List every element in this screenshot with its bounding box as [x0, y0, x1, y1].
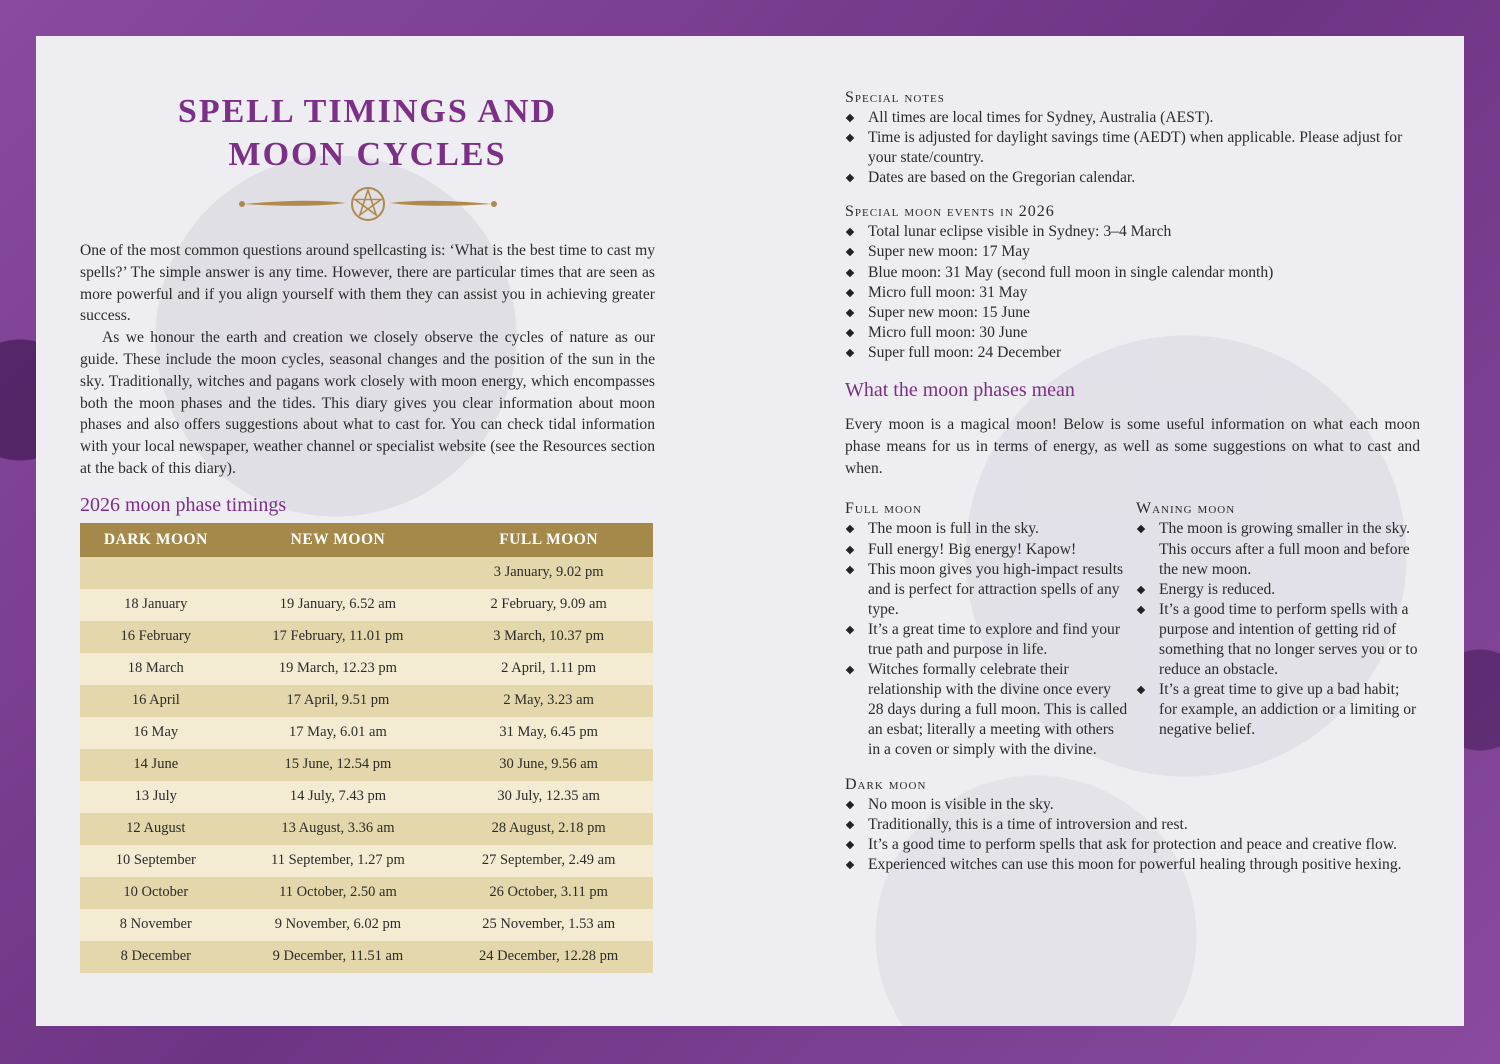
waning-moon-list	[1136, 519, 1420, 740]
table-heading: 2026 moon phase timings	[80, 493, 287, 516]
full-moon-list	[845, 519, 1128, 760]
cell-dark-moon: 12 August	[80, 813, 232, 845]
list-item: Total lunar eclipse visible in Sydney: 3–4 March	[845, 222, 1420, 242]
table-row	[80, 813, 653, 845]
table-row	[80, 845, 653, 877]
list-item: Blue moon: 31 May (second full moon in single calendar month)	[845, 263, 1420, 283]
table-row	[80, 909, 653, 941]
cell-dark-moon: 18 January	[80, 589, 232, 621]
left-page	[80, 86, 655, 973]
cell-dark-moon: 16 May	[80, 717, 232, 749]
list-item: Super full moon: 24 December	[845, 343, 1420, 363]
cell-new-moon: 11 September, 1.27 pm	[232, 845, 445, 877]
cell-new-moon: 17 May, 6.01 am	[232, 717, 445, 749]
cell-full-moon: 26 October, 3.11 pm	[444, 877, 653, 909]
table-row	[80, 749, 653, 781]
list-item: Micro full moon: 30 June	[845, 323, 1420, 343]
cell-full-moon: 2 April, 1.11 pm	[444, 653, 653, 685]
table-row	[80, 781, 653, 813]
waning-moon-section	[1136, 499, 1420, 760]
cell-dark-moon: 16 February	[80, 621, 232, 653]
cell-full-moon: 30 July, 12.35 am	[444, 781, 653, 813]
waning-moon-heading: Waning moon	[1136, 500, 1236, 518]
moon-phase-table	[80, 523, 653, 973]
table-row	[80, 685, 653, 717]
list-item: All times are local times for Sydney, Australia (AEST).	[845, 108, 1420, 128]
list-item: It’s a good time to perform spells with a purpose and intention of getting rid of something that no longer serves you or to reduce an obstacle.	[1136, 600, 1420, 680]
table-row	[80, 653, 653, 685]
cell-new-moon: 13 August, 3.36 am	[232, 813, 445, 845]
dark-moon-list	[845, 795, 1420, 875]
cell-new-moon: 11 October, 2.50 am	[232, 877, 445, 909]
right-page	[845, 88, 1420, 875]
cell-full-moon: 30 June, 9.56 am	[444, 749, 653, 781]
cell-new-moon: 9 November, 6.02 pm	[232, 909, 445, 941]
cell-full-moon: 3 March, 10.37 pm	[444, 621, 653, 653]
list-item: Super new moon: 17 May	[845, 242, 1420, 262]
cell-full-moon: 31 May, 6.45 pm	[444, 717, 653, 749]
header-full-moon: FULL MOON	[444, 523, 653, 557]
list-item: Full energy! Big energy! Kapow!	[845, 540, 1128, 560]
cell-new-moon: 9 December, 11.51 am	[232, 941, 445, 973]
special-events-list	[845, 222, 1420, 363]
cell-full-moon: 2 May, 3.23 am	[444, 685, 653, 717]
table-row	[80, 717, 653, 749]
list-item: Traditionally, this is a time of introversion and rest.	[845, 815, 1420, 835]
list-item: Witches formally celebrate their relationship with the divine once every 28 days during a full moon. This is called an esbat; literally a meeting with others in a coven or simply with the divine.	[845, 660, 1128, 760]
table-header-row	[80, 523, 653, 557]
list-item: Time is adjusted for daylight savings time (AEDT) when applicable. Please adjust for your state/country.	[845, 128, 1420, 168]
phases-heading: What the moon phases mean	[845, 379, 1075, 402]
cell-dark-moon: 16 April	[80, 685, 232, 717]
list-item: No moon is visible in the sky.	[845, 795, 1420, 815]
full-moon-heading: Full moon	[845, 500, 922, 518]
cell-dark-moon: 13 July	[80, 781, 232, 813]
list-item: It’s a great time to explore and find your true path and purpose in life.	[845, 620, 1128, 660]
table-body	[80, 557, 653, 973]
cell-dark-moon: 18 March	[80, 653, 232, 685]
dark-moon-heading: Dark moon	[845, 775, 927, 793]
table-row	[80, 557, 653, 589]
phases-intro: Every moon is a magical moon! Below is some useful information on what each moon phase means for us in terms of energy, as well as some suggestions on what to cast and when.	[845, 416, 1420, 477]
special-notes-list	[845, 108, 1420, 188]
cell-new-moon	[232, 557, 445, 589]
special-notes-heading: Special notes	[845, 89, 945, 106]
list-item: Micro full moon: 31 May	[845, 283, 1420, 303]
cell-dark-moon: 14 June	[80, 749, 232, 781]
title-line-2: MOON CYCLES	[228, 136, 507, 173]
list-item: Super new moon: 15 June	[845, 303, 1420, 323]
special-events-heading: Special moon events in 2026	[845, 203, 1055, 221]
diary-spread	[36, 36, 1464, 1026]
title-line-1: SPELL TIMINGS AND	[177, 93, 558, 130]
phase-columns	[845, 499, 1420, 760]
header-dark-moon: DARK MOON	[80, 523, 232, 557]
list-item: It’s a good time to perform spells that ask for protection and peace and creative flow.	[845, 835, 1420, 855]
cell-full-moon: 3 January, 9.02 pm	[444, 557, 653, 589]
nature-paragraph: As we honour the earth and creation we closely observe the cycles of nature as our guide. These include the moon cycles, seasonal changes and the position of the sun in the sky. Traditionally, witches and pagans work closely with moon energy, which encompasses both the moon phases and the tides. This diary gives you clear information about moon phases and also offers suggestions about what to cast for. You can check tidal information with your local newspaper, weather channel or specialist website (see the Resources section at the back of this diary).	[80, 329, 655, 477]
cell-dark-moon: 10 September	[80, 845, 232, 877]
cell-new-moon: 17 February, 11.01 pm	[232, 621, 445, 653]
cell-full-moon: 25 November, 1.53 am	[444, 909, 653, 941]
cell-full-moon: 28 August, 2.18 pm	[444, 813, 653, 845]
cell-dark-moon	[80, 557, 232, 589]
cell-new-moon: 15 June, 12.54 pm	[232, 749, 445, 781]
cell-new-moon: 14 July, 7.43 pm	[232, 781, 445, 813]
pentacle-ornament-icon	[238, 186, 498, 222]
table-row	[80, 621, 653, 653]
list-item: It’s a great time to give up a bad habit; for example, an addiction or a limiting or negative belief.	[1136, 680, 1420, 740]
cell-new-moon: 19 January, 6.52 am	[232, 589, 445, 621]
cell-full-moon: 2 February, 9.09 am	[444, 589, 653, 621]
table-row	[80, 941, 653, 973]
list-item: The moon is full in the sky.	[845, 519, 1128, 539]
list-item: Energy is reduced.	[1136, 580, 1420, 600]
full-moon-section	[845, 499, 1128, 760]
list-item: Dates are based on the Gregorian calendar.	[845, 168, 1420, 188]
header-new-moon: NEW MOON	[232, 523, 445, 557]
list-item: This moon gives you high-impact results and is perfect for attraction spells of any type.	[845, 560, 1128, 620]
table-row	[80, 877, 653, 909]
cell-new-moon: 19 March, 12.23 pm	[232, 653, 445, 685]
list-item: The moon is growing smaller in the sky. This occurs after a full moon and before the new moon.	[1136, 519, 1420, 579]
cell-full-moon: 27 September, 2.49 am	[444, 845, 653, 877]
table-row	[80, 589, 653, 621]
intro-paragraph: One of the most common questions around spellcasting is: ‘What is the best time to cast my spells?’ The simple answer is any time. However, there are particular times that are seen as more powerful and if you align yourself with them they can assist you in achieving greater success.	[80, 242, 655, 325]
page-title	[80, 90, 655, 176]
list-item: Experienced witches can use this moon for powerful healing through positive hexing.	[845, 855, 1420, 875]
cell-dark-moon: 10 October	[80, 877, 232, 909]
cell-dark-moon: 8 November	[80, 909, 232, 941]
cell-full-moon: 24 December, 12.28 pm	[444, 941, 653, 973]
cell-new-moon: 17 April, 9.51 pm	[232, 685, 445, 717]
cell-dark-moon: 8 December	[80, 941, 232, 973]
